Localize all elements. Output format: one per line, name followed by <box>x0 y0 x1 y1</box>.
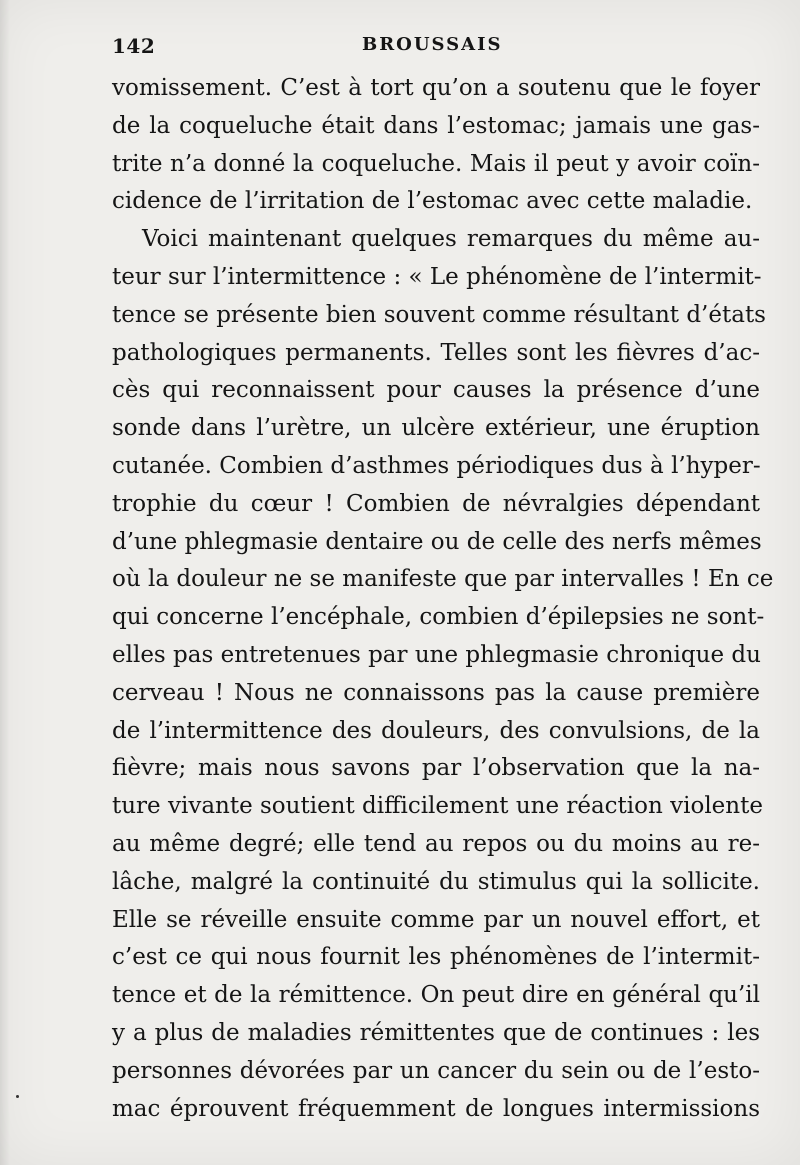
ink-speck <box>16 1095 19 1098</box>
text-line: de la coqueluche était dans l’estomac; jamais une gas- <box>112 112 760 139</box>
text-line: y a plus de maladies rémittentes que de continues : les <box>112 1019 760 1046</box>
text-line: où la douleur ne se manifeste que par intervalles ! En ce <box>112 566 774 593</box>
text-line: de l’intermittence des douleurs, des convulsions, de la <box>112 717 760 744</box>
text-line: cerveau ! Nous ne connaissons pas la cause première <box>112 679 760 706</box>
text-line: tence et de la rémittence. On peut dire en général qu’il <box>112 982 760 1009</box>
text-line: au même degré; elle tend au repos ou du moins au re- <box>112 830 760 857</box>
page-edge-shadow <box>0 0 10 1165</box>
text-line: trite n’a donné la coqueluche. Mais il peut y avoir coïn- <box>112 150 760 177</box>
text-line: ture vivante soutient difficilement une réaction violente <box>112 793 763 820</box>
text-line: sonde dans l’urètre, un ulcère extérieur, une éruption <box>112 415 760 442</box>
text-line: cès qui reconnaissent pour causes la présence d’une <box>112 377 760 404</box>
text-line: d’une phlegmasie dentaire ou de celle des nerfs mêmes <box>112 528 762 555</box>
text-line: fièvre; mais nous savons par l’observation que la na- <box>112 755 760 782</box>
body-text <box>112 70 774 1130</box>
running-title: BROUSSAIS <box>362 34 503 55</box>
text-line: cidence de l’irritation de l’estomac avec cette maladie. <box>112 188 753 215</box>
text-line: cutanée. Combien d’asthmes périodiques dus à l’hyper- <box>112 452 761 479</box>
text-line: pathologiques permanents. Telles sont les fièvres d’ac- <box>112 339 760 366</box>
text-line: mac éprouvent fréquemment de longues intermissions <box>112 1095 760 1122</box>
text-line: Voici maintenant quelques remarques du même au- <box>142 226 760 253</box>
page-header <box>112 34 752 64</box>
text-line: trophie du cœur ! Combien de névralgies dépendant <box>112 490 760 517</box>
text-line: tence se présente bien souvent comme résultant d’états <box>112 301 766 328</box>
page-number: 142 <box>112 34 156 58</box>
text-line: Elle se réveille ensuite comme par un nouvel effort, et <box>112 906 760 933</box>
text-line: elles pas entretenues par une phlegmasie chronique du <box>112 641 761 668</box>
text-line: personnes dévorées par un cancer du sein ou de l’esto- <box>112 1057 760 1084</box>
text-line: teur sur l’intermittence : « Le phénomène de l’intermit- <box>112 263 762 290</box>
text-line: c’est ce qui nous fournit les phénomènes de l’intermit- <box>112 944 760 971</box>
text-line: qui concerne l’encéphale, combien d’épilepsies ne sont- <box>112 604 765 631</box>
text-line: vomissement. C’est à tort qu’on a soutenu que le foyer <box>112 75 760 101</box>
text-line: lâche, malgré la continuité du stimulus qui la sollicite. <box>112 868 760 895</box>
